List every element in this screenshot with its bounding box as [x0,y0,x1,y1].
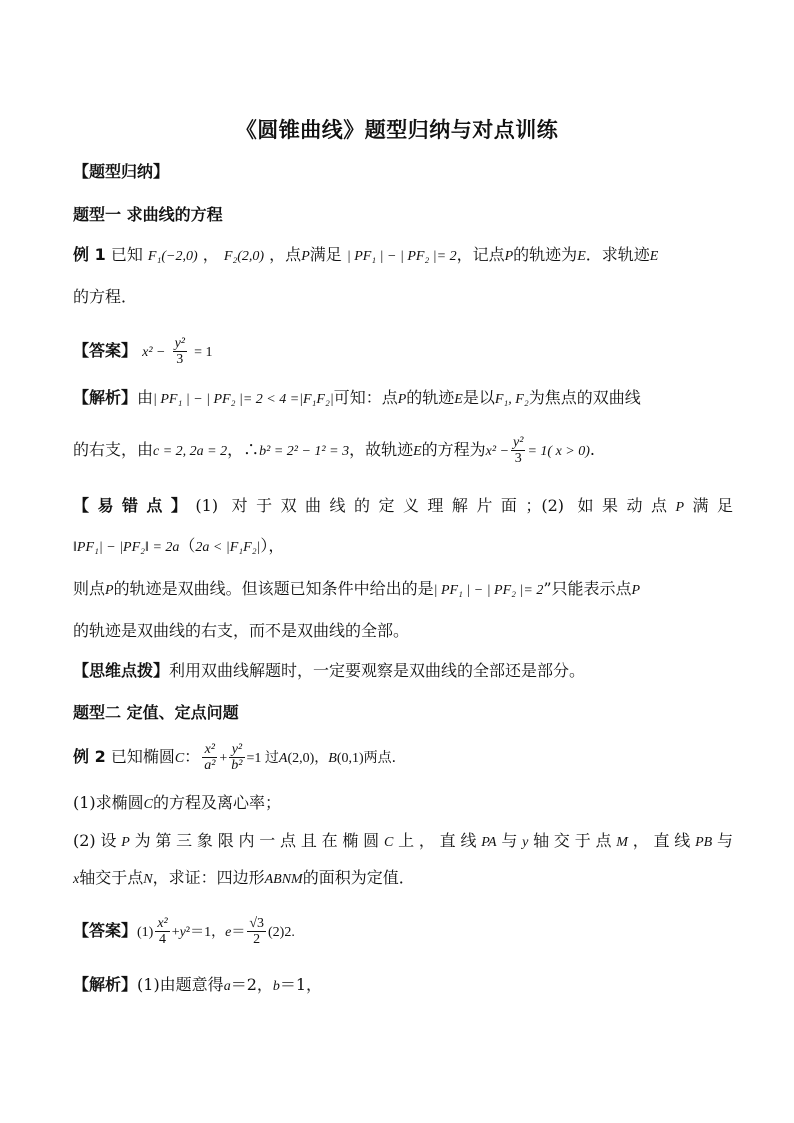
text: =1 过 [246,751,279,766]
numerator: x² [157,916,168,931]
error-point-line2 [73,534,733,560]
math: E [649,249,659,264]
text: ＝2， [230,975,273,994]
thinking-tip [73,659,733,683]
fraction [202,742,217,773]
math: E [454,392,463,407]
text: ．求轨迹 [585,245,650,264]
math: ABNM [264,872,303,887]
numerator: √3 [249,916,264,931]
example1-line1 [73,243,733,269]
math: b² = 2² − 1² = 3 [259,444,350,459]
math: | PF₁ | − | PF₂ |= 2 [433,583,544,598]
text: 为焦点的双曲线 [528,388,641,407]
math: e [225,925,232,940]
example2-answer [73,911,733,953]
example2-label: 例 2 [73,747,106,766]
text: 已知椭圆 [110,747,175,766]
math: P [121,835,130,850]
text: 的轨迹 [406,388,455,407]
math: = 1( x > 0) [527,444,590,459]
text: (1) 对于双曲线的定义理解片面；(2) 如果动点 [195,496,676,515]
math: F₁(−2,0) [147,249,198,264]
math: ＝ [231,925,246,940]
text: 的右支，由 [73,440,154,459]
text: ： [184,747,201,766]
example2-analysis [73,973,733,999]
math: y [522,835,529,850]
math: E [577,249,586,264]
type2-heading: 题型二 定值、定点问题 [73,703,239,722]
answer-label: 【答案】 [73,341,138,360]
text: 与 [712,831,733,850]
math: 2a < |F₁F₂| [195,540,261,555]
text: ，∴ [227,440,260,459]
text: ）， [260,536,285,555]
math: x [73,872,80,887]
math: C [174,751,185,766]
math: P [397,392,407,407]
math: E [413,444,422,459]
text: (1)由题意得 [137,975,224,994]
example1-line2: 的方程． [73,287,138,306]
text: 满足 [309,245,342,264]
text: (1)求椭圆 [73,793,144,812]
math: C [143,797,154,812]
text: 则点 [73,579,106,598]
text: 与 [496,831,523,850]
example2-question2-line1 [73,829,733,855]
math: = 1 [194,345,213,360]
text: (2,0)， [287,751,329,766]
text: 上，直线 [393,831,482,850]
answer-label: 【答案】 [73,921,138,940]
math: + [171,925,180,940]
text: 轴交于点 [79,868,144,887]
text: ＝1， [279,975,323,994]
denominator: 4 [159,932,167,947]
math: y [179,925,186,940]
text: （ [179,536,196,555]
math: x² − [142,345,166,360]
denominator: a² [204,758,216,773]
math: (2)2. [268,925,295,940]
math: c = 2, 2a = 2 [153,444,228,459]
denominator: 3 [514,451,522,466]
text: 的方程及离心率； [153,793,282,812]
text: ”只能表示点 [543,579,632,598]
error-point-line3 [73,577,733,603]
fraction [229,742,244,773]
text: 由 [137,388,154,407]
example2-question2-line2 [73,866,733,892]
math: | PF₁ | − | PF₂ |= 2 < 4 =|F₁F₂| [153,392,334,407]
numerator: y² [174,336,185,351]
text: 轴交于点 [528,831,617,850]
text: 的轨迹是双曲线。但该题已知条件中给出的是 [113,579,434,598]
error-point-line4: 的轨迹是双曲线的右支，而不是双曲线的全部。 [73,621,410,640]
math: ²＝1， [185,925,226,940]
numerator: y² [513,435,524,450]
analysis-label: 【解析】 [73,388,138,407]
section-header: 【题型归纳】 [73,162,170,181]
page-title: 《圆锥曲线》题型归纳与对点训练 [235,118,559,142]
math: B [328,751,337,766]
math: F₂(2,0) [223,249,265,264]
math: b [272,979,280,994]
example2-line1 [73,737,733,779]
example1-analysis-line2 [73,434,733,468]
math: x² − [485,444,510,459]
text: (0,1)两点． [336,751,406,766]
math: C [383,835,394,850]
math: + [219,751,228,766]
text: 的方程为 [421,440,486,459]
type1-heading: 题型一 求曲线的方程 [73,205,223,224]
denominator: b² [231,758,243,773]
text: 的面积为定值． [302,868,415,887]
math: A [278,751,288,766]
math: F₁, F₂ [494,392,529,407]
text: ， [202,245,219,264]
text: 满足 [684,496,733,515]
example1-analysis-line1 [73,386,733,412]
example2-question1 [73,791,733,817]
math: | PF₁ | − | PF₂ |= 2 [346,249,457,264]
math: PA [481,835,497,850]
error-point-line1 [73,494,733,520]
fraction [155,916,169,947]
thinking-tip-label: 【思维点拨】 [73,661,170,680]
text: ，故轨迹 [349,440,414,459]
math: P [301,249,310,264]
fraction [173,336,187,367]
denominator: 2 [253,932,261,947]
math: a [223,979,231,994]
analysis-label: 【解析】 [73,975,138,994]
math: P [105,583,114,598]
numerator: y² [229,742,244,758]
text: 的轨迹为 [513,245,578,264]
text: ，点 [269,245,302,264]
math: ‖PF₁| − |PF₂‖ = 2a [73,540,180,555]
math: M [616,835,628,850]
math: P [504,249,514,264]
text: 是以 [462,388,495,407]
text: 利用双曲线解题时，一定要观察是双曲线的全部还是部分。 [169,661,586,680]
text: 可知：点 [333,388,398,407]
numerator: x² [202,742,217,758]
math: P [631,583,641,598]
error-point-label: 【易错点】 [73,496,196,515]
example1-answer [73,336,733,368]
math: P [675,500,685,515]
text: ，记点 [456,245,505,264]
denominator: 3 [176,352,184,367]
text: 为第三象限内一点且在椭圆 [129,831,384,850]
math: (1) [137,925,154,940]
text: ，求证：四边形 [152,868,265,887]
text: . [589,440,595,459]
math: PB [695,835,713,850]
math: N [143,872,153,887]
fraction [247,916,266,947]
text: ，直线 [627,831,696,850]
fraction [511,435,525,466]
text: 已知 [110,245,143,264]
example1-label: 例 1 [73,245,106,264]
text: (2)设 [73,831,122,850]
